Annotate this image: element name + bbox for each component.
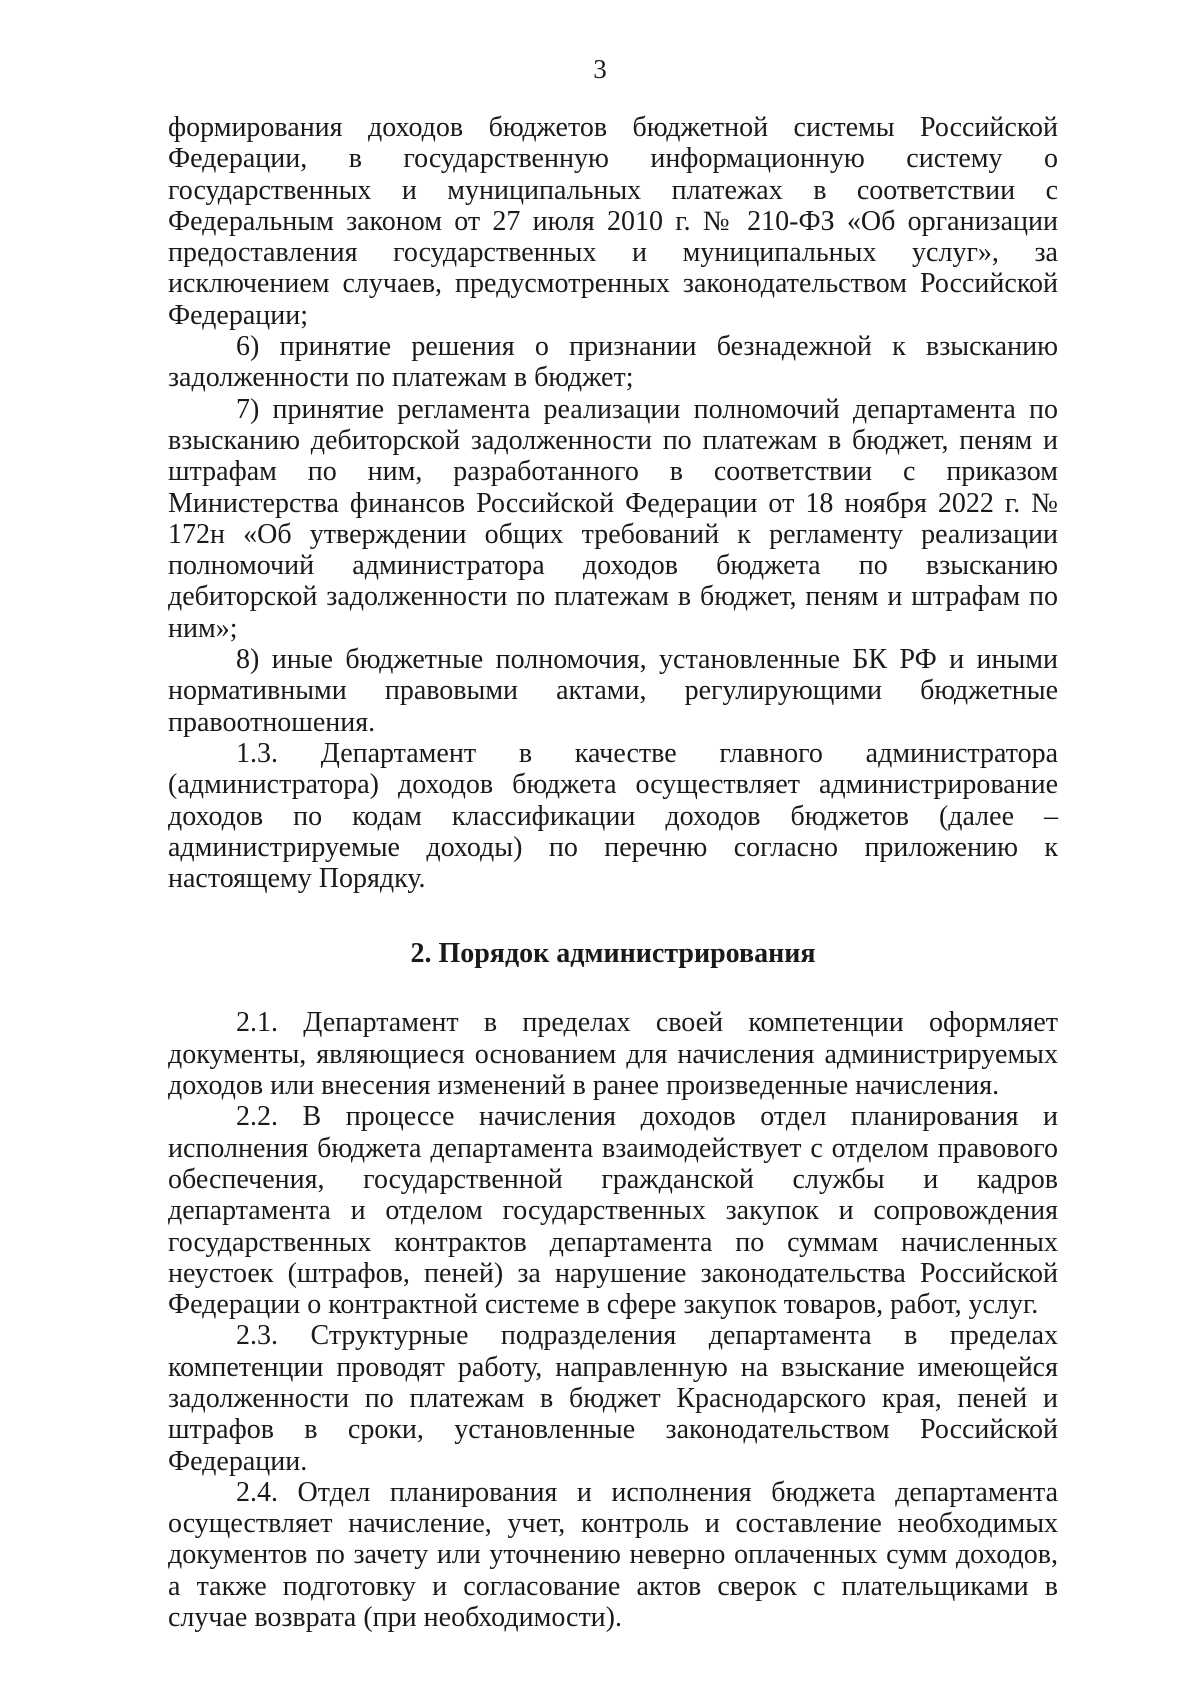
- paragraph-item-7: 7) принятие регламента реализации полномочий департамента по взысканию дебиторской задолженности по платежам в бюджет, пеням и штрафам по ним, разработанного в соответствии с приказом Министерства финансов Российской Федерации от 18 ноября 2022 г. № 172н «Об утверждении общих требований к регламенту реализации полномочий администратора доходов бюджета по взысканию дебиторской задолженности по платежам в бюджет, пеням и штрафам по ним»;: [168, 393, 1058, 644]
- paragraph-item-8: 8) иные бюджетные полномочия, установленные БК РФ и иными нормативными правовыми актами, регулирующими бюджетные правоотношения.: [168, 644, 1058, 738]
- page-number: 3: [593, 54, 607, 84]
- paragraph-2-4: 2.4. Отдел планирования и исполнения бюджета департамента осуществляет начисление, учет, контроль и составление необходимых документов по зачету или уточнению неверно оплаченных сумм доходов, а также подготовку и согласование актов сверок с плательщиками в случае возврата (при необходимости).: [168, 1476, 1058, 1634]
- section-heading: 2. Порядок администрирования: [410, 938, 816, 970]
- paragraph-2-1: 2.1. Департамент в пределах своей компетенции оформляет документы, являющиеся основанием для начисления администрируемых доходов или внесения изменений в ранее произведенные начисления.: [168, 1007, 1058, 1102]
- document-body: [168, 112, 1058, 1633]
- paragraph-2-3: 2.3. Структурные подразделения департамента в пределах компетенции проводят работу, направленную на взыскание имеющейся задолженности по платежам в бюджет Краснодарского края, пеней и штрафов в сроки, установленные законодательством Российской Федерации.: [168, 1320, 1058, 1477]
- paragraph-item-6: 6) принятие решения о признании безнадежной к взысканию задолженности по платежам в бюджет;: [168, 331, 1058, 394]
- paragraph-1-3: 1.3. Департамент в качестве главного администратора (администратора) доходов бюджета осуществляет администрирование доходов по кодам классификации доходов бюджетов (далее – администрируемые доходы) по перечню согласно приложению к настоящему Порядку.: [168, 737, 1058, 895]
- paragraph-continuation: формирования доходов бюджетов бюджетной системы Российской Федерации, в государственную информационную систему о государственных и муниципальных платежах в соответствии с Федеральным законом от 27 июля 2010 г. № 210-ФЗ «Об организации предоставления государственных и муниципальных услуг», за исключением случаев, предусмотренных законодательством Российской Федерации;: [168, 112, 1058, 331]
- paragraph-2-2: 2.2. В процессе начисления доходов отдел планирования и исполнения бюджета департамента взаимодействует с отделом правового обеспечения, государственной гражданской службы и кадров департамента и отделом государственных закупок и сопровождения государственных контрактов департамента по суммам начисленных неустоек (штрафов, пеней) за нарушение законодательства Российской Федерации о контрактной системе в сфере закупок товаров, работ, услуг.: [168, 1101, 1058, 1321]
